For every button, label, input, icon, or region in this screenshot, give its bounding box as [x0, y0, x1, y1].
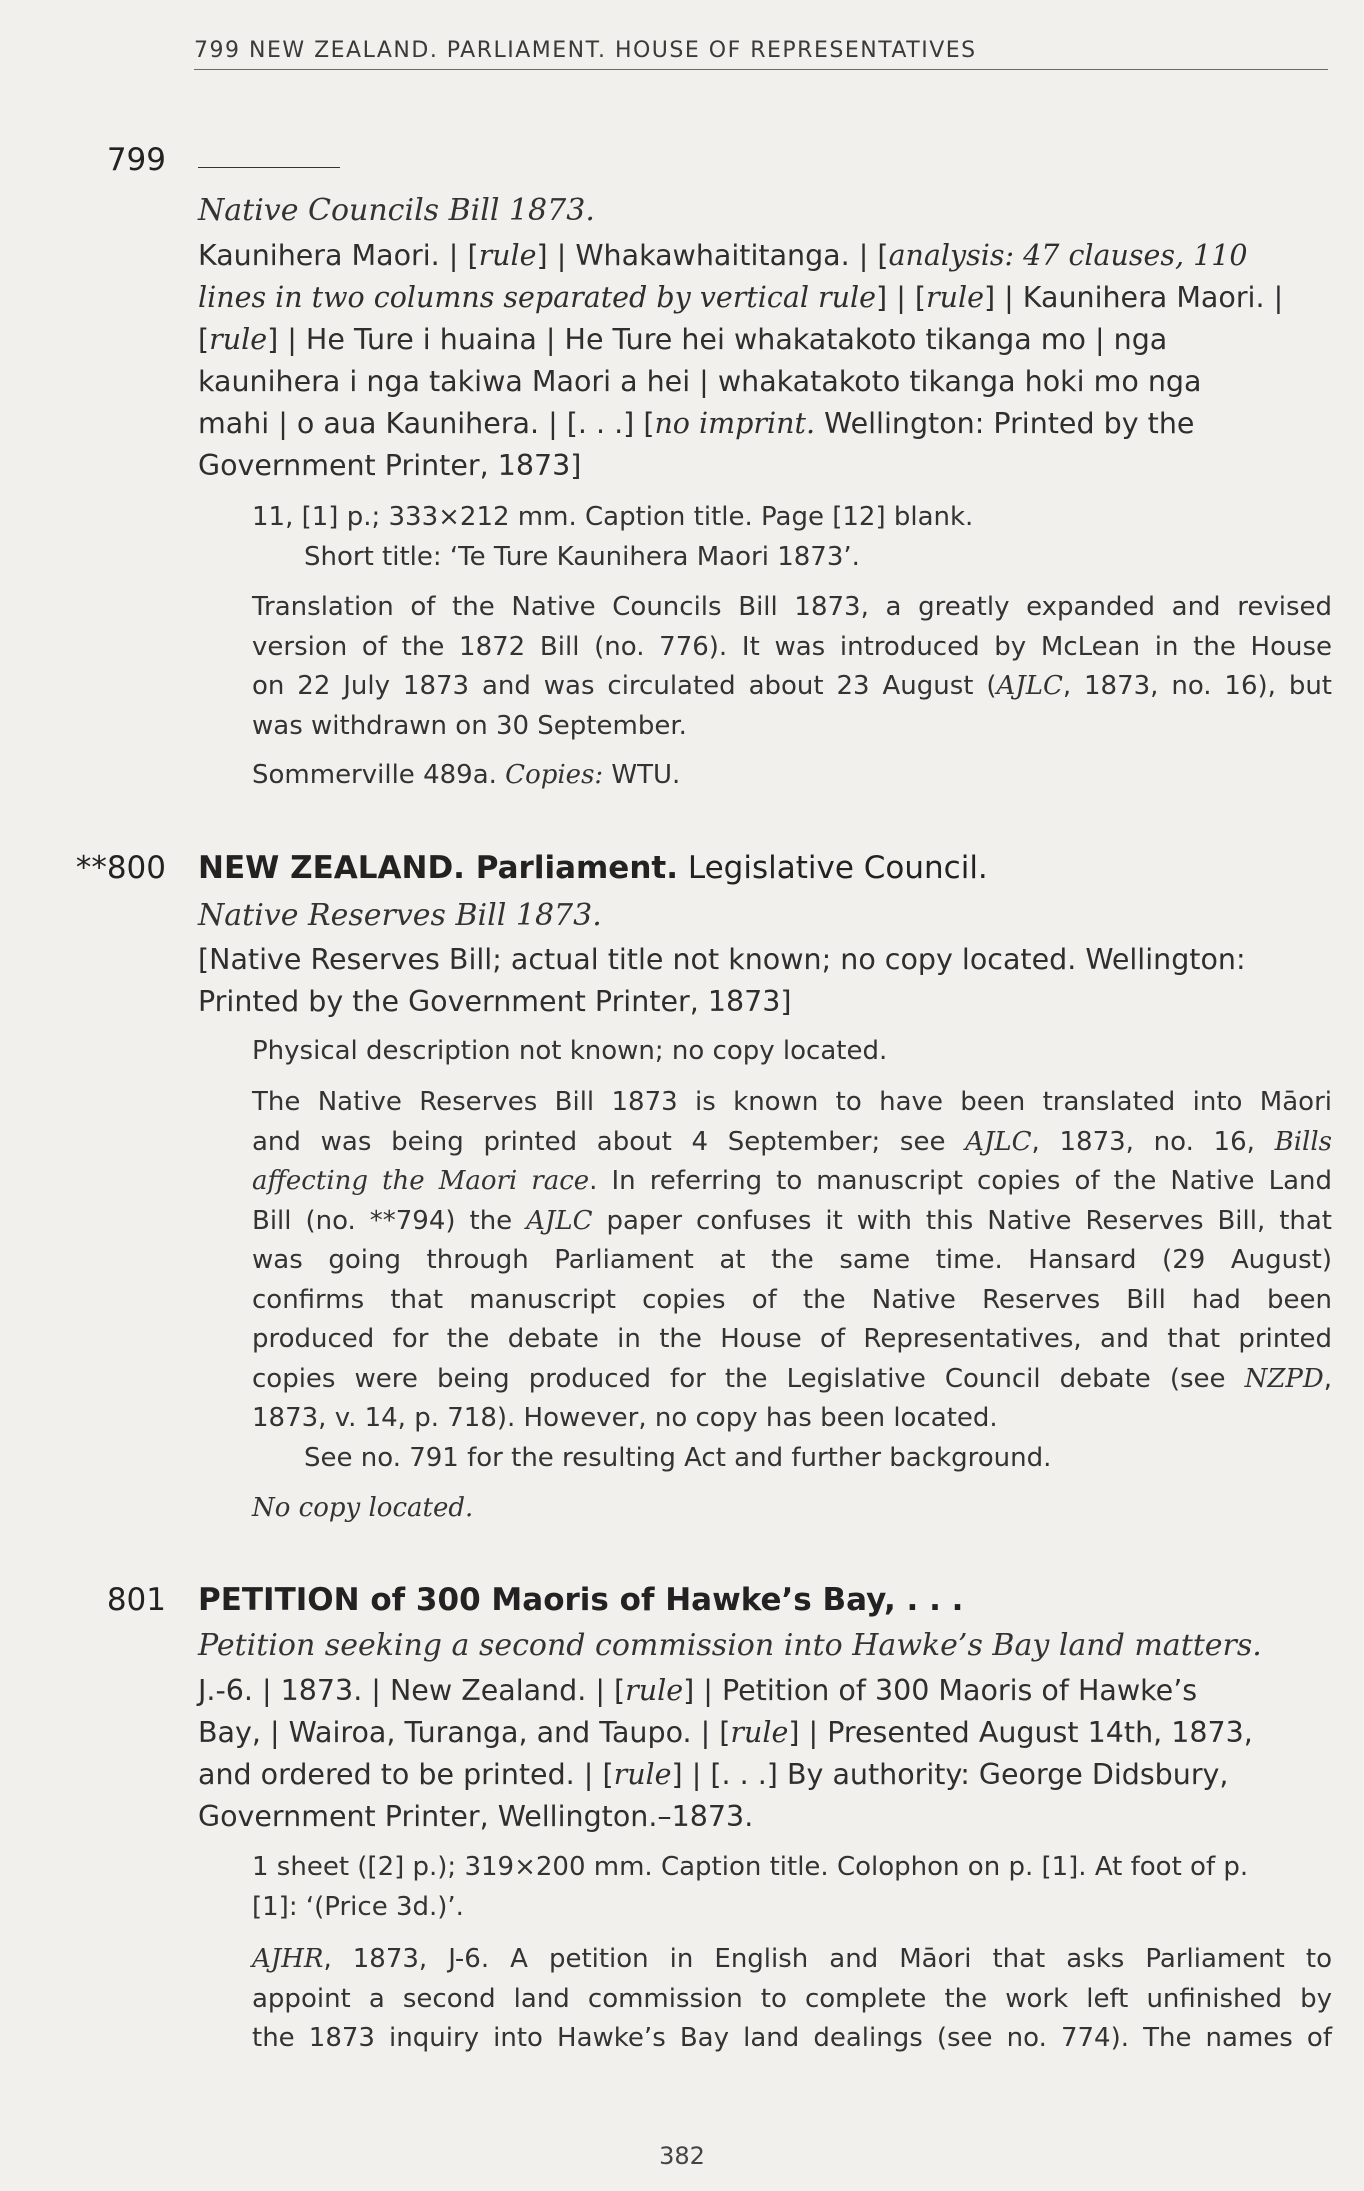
- running-head: 799 NEW ZEALAND. PARLIAMENT. HOUSE OF REPRESENTATIVES: [194, 38, 1328, 70]
- entry-number: 799: [106, 142, 166, 178]
- title-transcription: J.-6. | 1873. | New Zealand. | [rule] | Petition of 300 Maoris of Hawke’s Bay, | Wairoa, Turanga, and Taupo. | [rule] | Presented August 14th, 1873, and ordered to be printed. | [rule] | [. . .] By authority: George Didsbury, Government Printer, Wellington.–1873.: [198, 1674, 1253, 1833]
- entry-number: 801: [106, 1582, 166, 1618]
- references: Sommerville 489a. Copies: WTU.: [252, 760, 681, 790]
- entry-title: Native Reserves Bill 1873.: [198, 898, 602, 933]
- entry-notes: Translation of the Native Councils Bill 1873, a greatly expanded and revised version of the 1872 Bill (no. 776). It was introduced by McLean in the House on 22 July 1873 and was circulated about 23 August (AJLC, 1873, no. 16), but was withdrawn on 30 September.: [252, 592, 1332, 741]
- entry-title: Petition seeking a second commission into Hawke’s Bay land matters.: [198, 1628, 1262, 1663]
- physical-description: 1 sheet ([2] p.); 319×200 mm. Caption title. Colophon on p. [1]. At foot of p. [1]: ‘(Price 3d.)’.: [252, 1852, 1249, 1922]
- physical-description: Physical description not known; no copy located.: [252, 1036, 888, 1066]
- title-transcription: [Native Reserves Bill; actual title not known; no copy located. Wellington: Printed by the Government Printer, 1873]: [198, 943, 1246, 1018]
- physical-description: 11, [1] p.; 333×212 mm. Caption title. Page [12] blank. Short title: ‘Te Ture Kaunihera Maori 1873’.: [252, 502, 974, 572]
- page-number: 382: [659, 2142, 705, 2170]
- ditto-dash: [198, 146, 1328, 182]
- references: No copy located.: [252, 1493, 474, 1523]
- entry-number: **800: [75, 850, 166, 886]
- entry-heading: PETITION of 300 Maoris of Hawke’s Bay, . . .: [198, 1582, 964, 1618]
- entry-notes: The Native Reserves Bill 1873 is known to have been translated into Māori and was being printed about 4 September; see AJLC, 1873, no. 16, Bills affecting the Maori race. In referring to manuscript copies of the Native Land Bill (no. **794) the AJLC paper confuses it with this Native Reserves Bill, that was going through Parliament at the same time. Hansard (29 August) confirms that manuscript copies of the Native Reserves Bill had been produced for the debate in the House of Representatives, and that printed copies were being produced for the Legislative Council debate (see NZPD, 1873, v. 14, p. 718). However, no copy has been located. See no. 791 for the resulting Act and further background.: [252, 1087, 1333, 1473]
- entry-title: Native Councils Bill 1873.: [198, 193, 595, 228]
- title-transcription: Kaunihera Maori. | [rule] | Whakawhaititanga. | [analysis: 47 clauses, 110 lines in two columns separated by vertical rule] | [rule] | Kaunihera Maori. | [rule] | He Ture i huaina | He Ture hei whakatakoto tikanga mo | nga kaunihera i nga takiwa Maori a hei | whakatakoto tikanga hoki mo nga mahi | o aua Kaunihera. | [. . .] [no imprint. Wellington: Printed by the Government Printer, 1873]: [198, 239, 1284, 482]
- entry-heading: NEW ZEALAND. Parliament. Legislative Council.: [198, 850, 988, 886]
- entry-notes: AJHR, 1873, J-6. A petition in English and Māori that asks Parliament to appoint a second land commission to complete the work left unfinished by the 1873 inquiry into Hawke’s Bay land dealings (see no. 774). The names of: [252, 1944, 1332, 2053]
